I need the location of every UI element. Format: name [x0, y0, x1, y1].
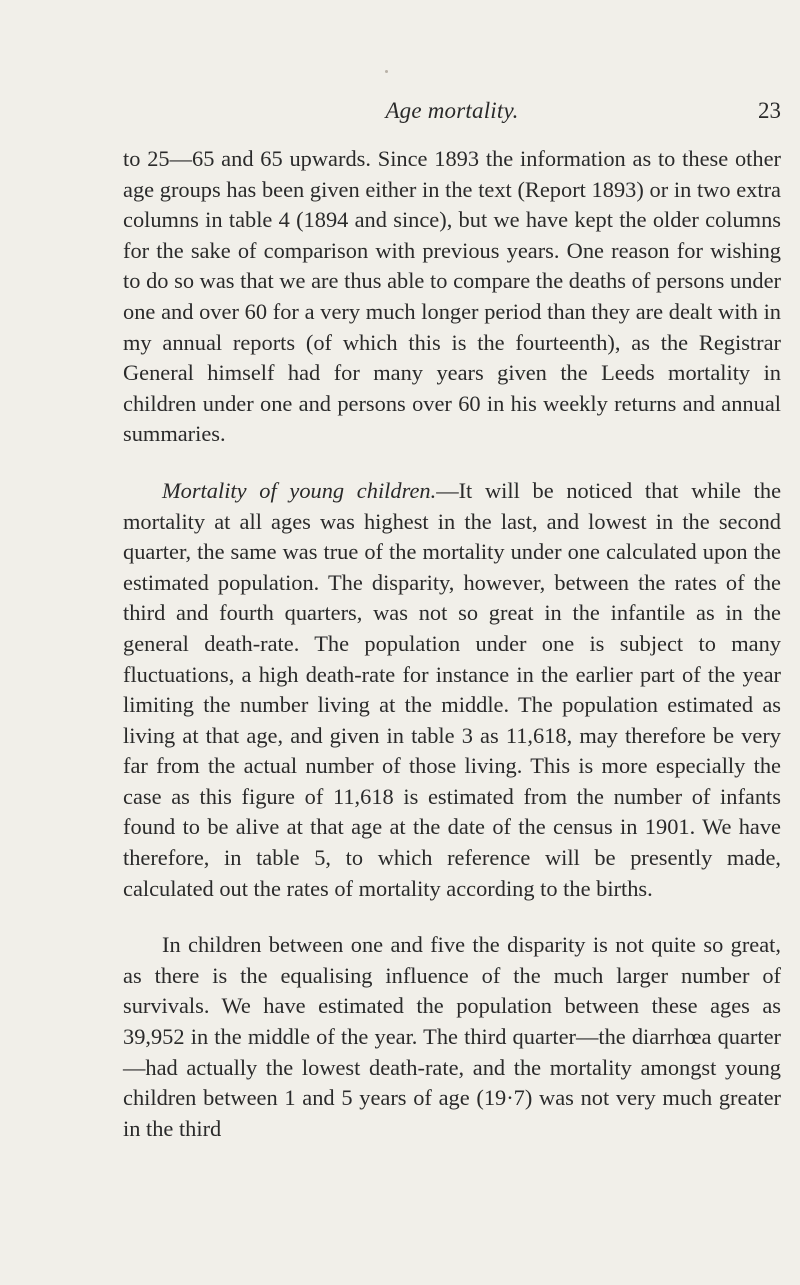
paragraph-mortality-young-children	[123, 476, 781, 904]
paragraph-text: In children between one and five the disparity is not quite so great, as there is the equalising influence of the much larger number of survivals. We have estimated the population between these ages as 39,952 in the middle of the year. The third quarter—the diarrhœa quarter—had actually the lowest death-rate, and the mortality amongst young children between 1 and 5 years of age (19·7) was not very much greater in the third	[123, 932, 781, 1141]
body-text	[123, 144, 781, 1144]
paragraph-text: to 25—65 and 65 upwards. Since 1893 the information as to these other age groups has been given either in the text (Report 1893) or in two extra columns in table 4 (1894 and since), but we have kept the older columns for the sake of comparison with previous years. One reason for wishing to do so was that we are thus able to compare the deaths of persons under one and over 60 for a very much longer period than they are dealt with in my annual reports (of which this is the fourteenth), as the Registrar General himself had for many years given the Leeds mortality in children under one and persons over 60 in his weekly returns and annual summaries.	[123, 146, 781, 447]
paragraph-age-groups	[123, 144, 781, 450]
paragraph-children-one-to-five	[123, 930, 781, 1144]
section-heading: Mortality of young children.	[162, 477, 437, 503]
running-title: Age mortality.	[385, 98, 519, 123]
paper-speck	[385, 70, 388, 73]
page-number: 23	[758, 98, 781, 123]
running-head	[123, 98, 781, 128]
paragraph-text: —It will be noticed that while the mortality at all ages was highest in the last, and lowest in the second quarter, the same was true of the mortality under one calculated upon the estimated population. The disparity, however, between the rates of the third and fourth quarters, was not so great in the infantile as in the general death-rate. The population under one is subject to many fluctuations, a high death-rate for instance in the earlier part of the year limiting the number living at the middle. The population estimated as living at that age, and given in table 3 as 11,618, may therefore be very far from the actual number of those living. This is more especially the case as this figure of 11,618 is estimated from the number of infants found to be alive at that age at the date of the census in 1901. We have therefore, in table 5, to which reference will be presently made, calculated out the rates of mortality according to the births.	[123, 477, 782, 901]
